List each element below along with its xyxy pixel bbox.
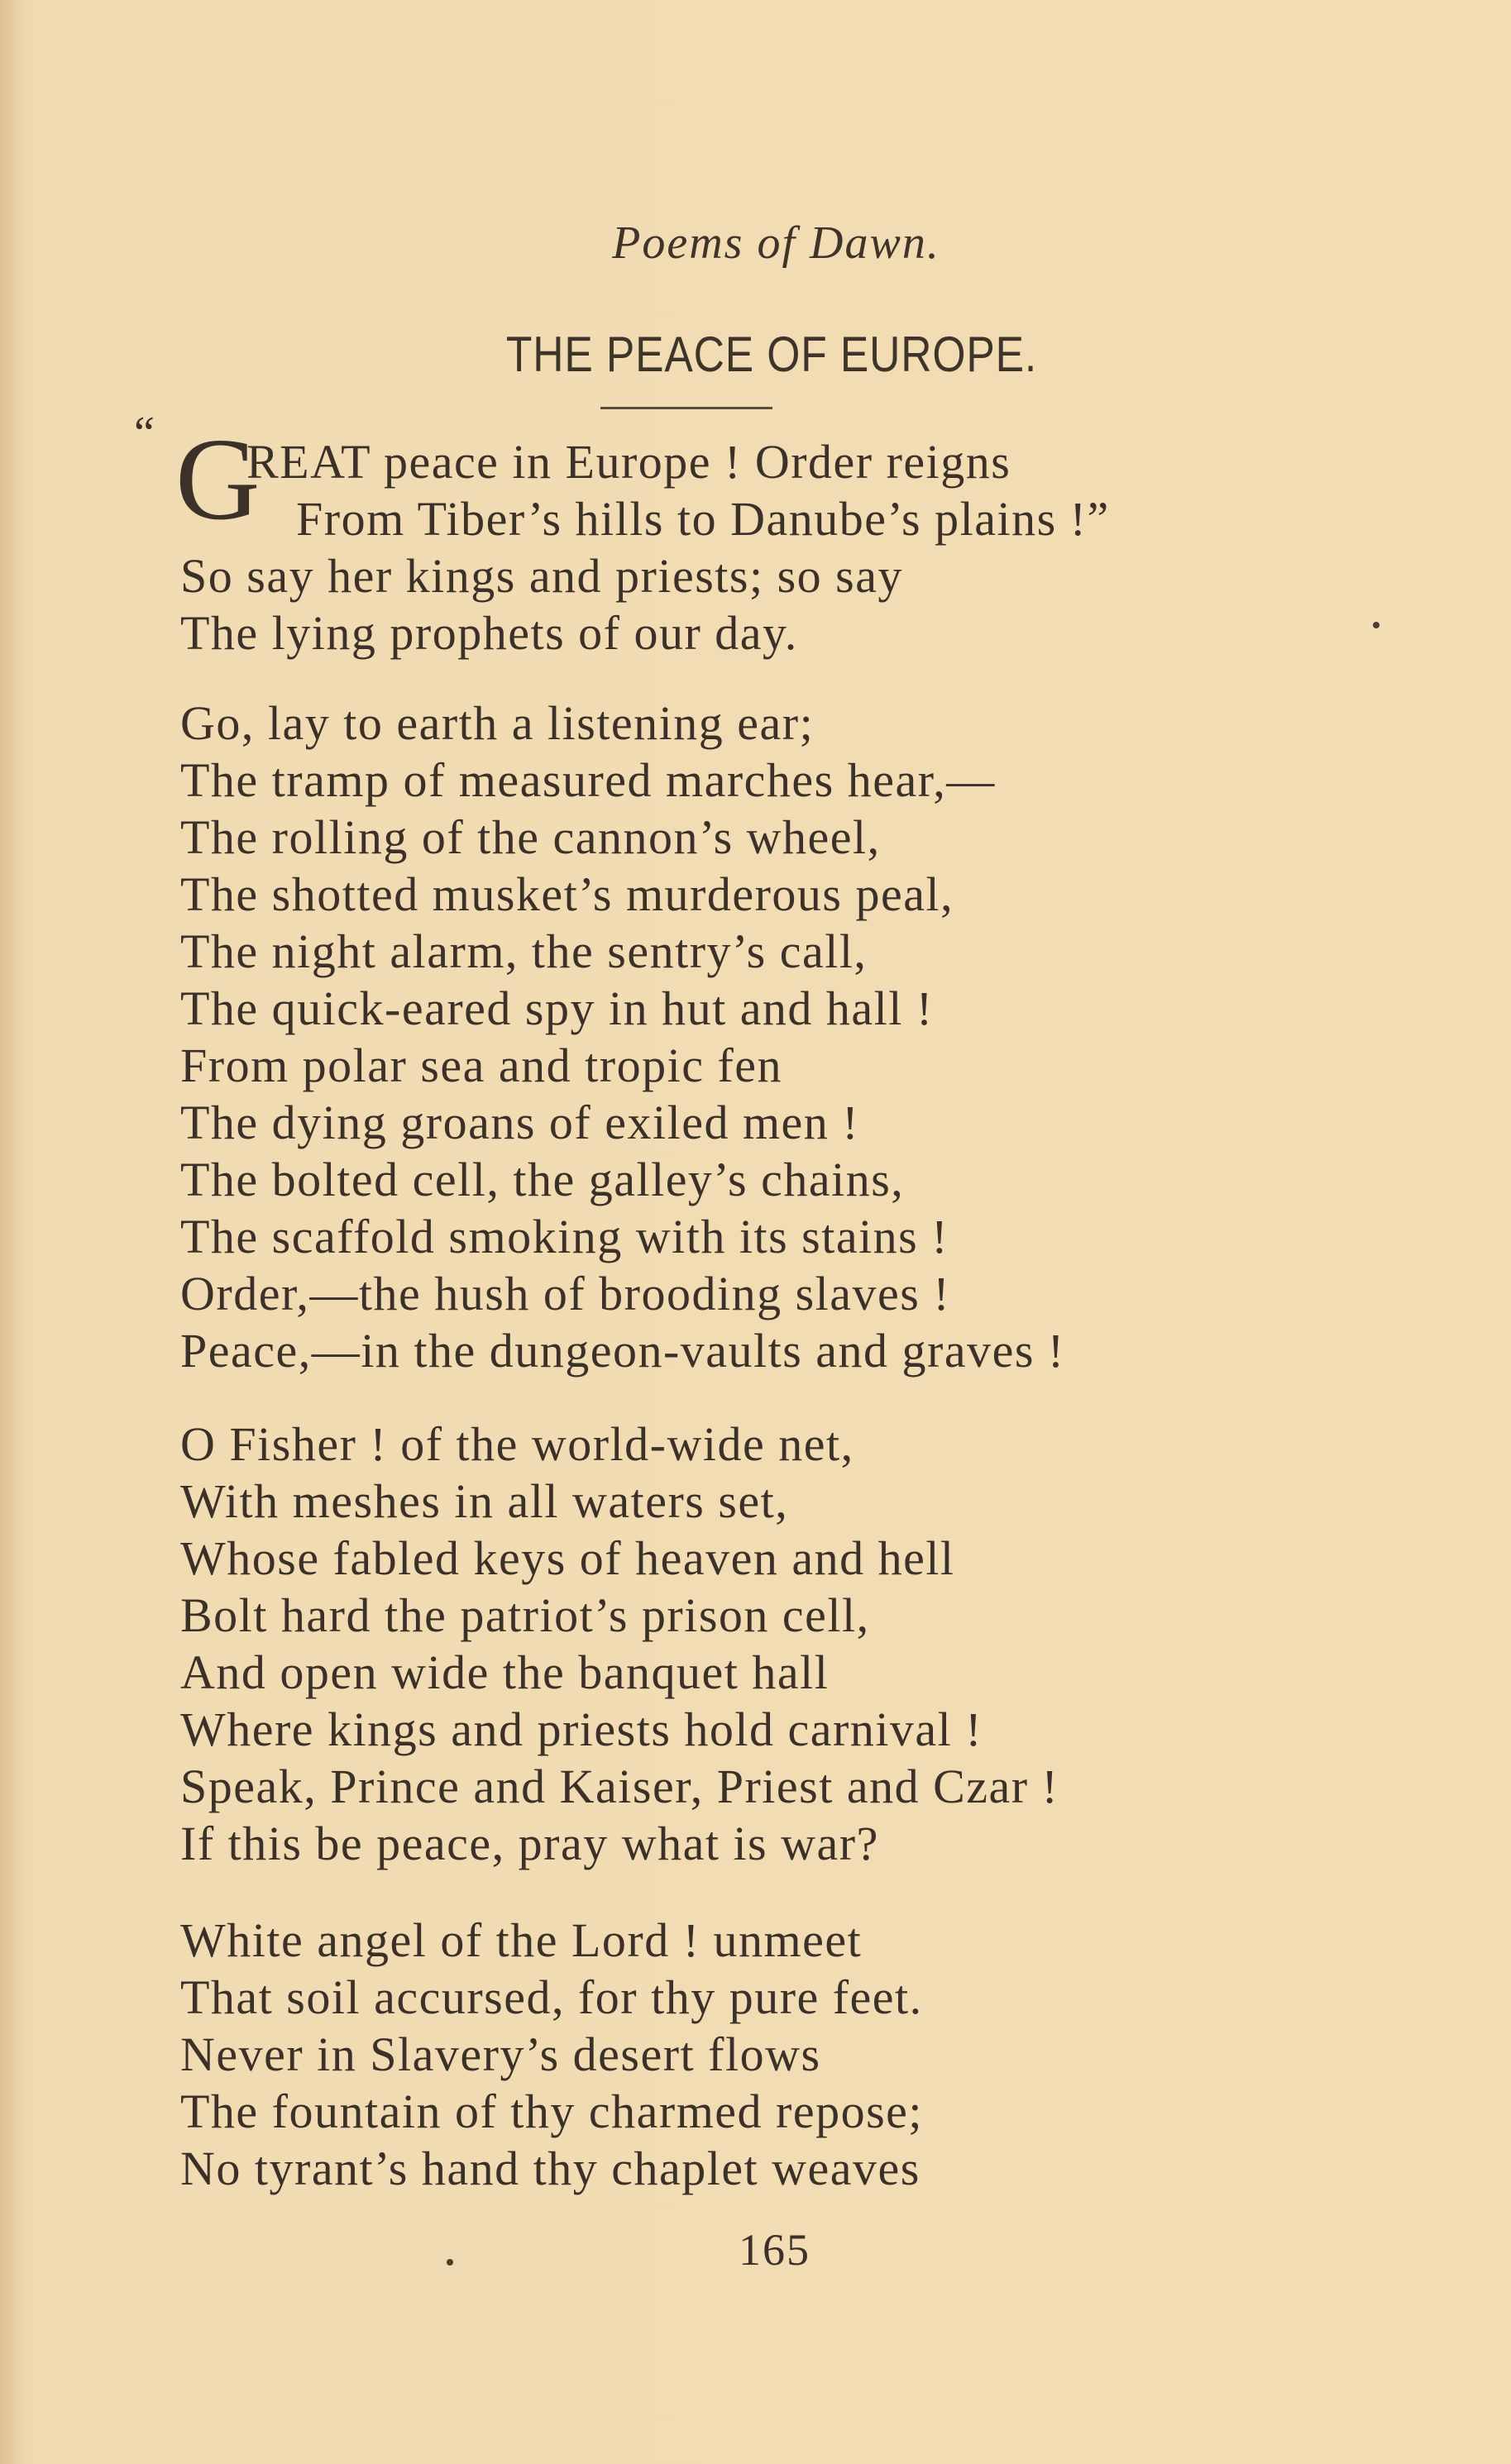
poem-line-17: O Fisher ! of the world-wide net, [180,1417,854,1471]
poem-line-10: The quick-eared spy in hut and hall ! [180,981,934,1035]
poem-line-15: Order,—the hush of brooding slaves ! [180,1267,951,1320]
poem-line-25: White angel of the Lord ! unmeet [180,1913,863,1967]
poem-line-5: Go, lay to earth a listening ear; [180,696,815,750]
poem-line-20: Bolt hard the patriot’s prison cell, [180,1588,870,1642]
poem-line-22: Where kings and priests hold carnival ! [180,1702,983,1756]
poem-line-3: So say her kings and priests; so say [180,549,903,603]
drop-cap: G [175,413,261,544]
title-rule [600,407,772,409]
poem-line-2: From Tiber’s hills to Danube’s plains !” [296,492,1110,546]
poem-line-1: REAT peace in Europe ! Order reigns [246,435,1011,489]
poem-line-21: And open wide the banquet hall [180,1645,830,1699]
poem-line-12: The dying groans of exiled men ! [180,1096,860,1149]
running-head: Poems of Dawn. [612,217,940,269]
poem-line-26: That soil accursed, for thy pure feet. [180,1970,923,2024]
poem-line-9: The night alarm, the sentry’s call, [180,924,868,978]
poem-line-6: The tramp of measured marches hear,— [180,753,996,807]
poem-line-19: Whose fabled keys of heaven and hell [180,1531,955,1585]
poem-line-16: Peace,—in the dungeon-vaults and graves ! [180,1324,1065,1378]
ink-speck-dot [1373,622,1380,628]
poem-line-7: The rolling of the cannon’s wheel, [180,810,881,864]
poem-line-29: No tyrant’s hand thy chaplet weaves [180,2142,920,2195]
page-number: 165 [739,2225,810,2275]
poem-line-28: The fountain of thy charmed repose; [180,2084,924,2138]
poem-title: THE PEACE OF EUROPE. [505,327,1038,382]
poem-line-13: The bolted cell, the galley’s chains, [180,1153,905,1206]
poem-line-14: The scaffold smoking with its stains ! [180,1210,949,1263]
opening-quote-mark: “ [134,408,155,459]
poem-line-27: Never in Slavery’s desert flows [180,2027,821,2081]
poem-line-23: Speak, Prince and Kaiser, Priest and Czar ! [180,1760,1059,1813]
page-gutter [0,0,25,2464]
ink-speck-dot [447,2259,453,2266]
poem-line-24: If this be peace, pray what is war? [180,1817,879,1870]
poem-line-18: With meshes in all waters set, [180,1474,789,1528]
poem-line-11: From polar sea and tropic fen [180,1039,783,1092]
poem-line-4: The lying prophets of our day. [180,606,798,660]
poem-line-8: The shotted musket’s murderous peal, [180,867,954,921]
